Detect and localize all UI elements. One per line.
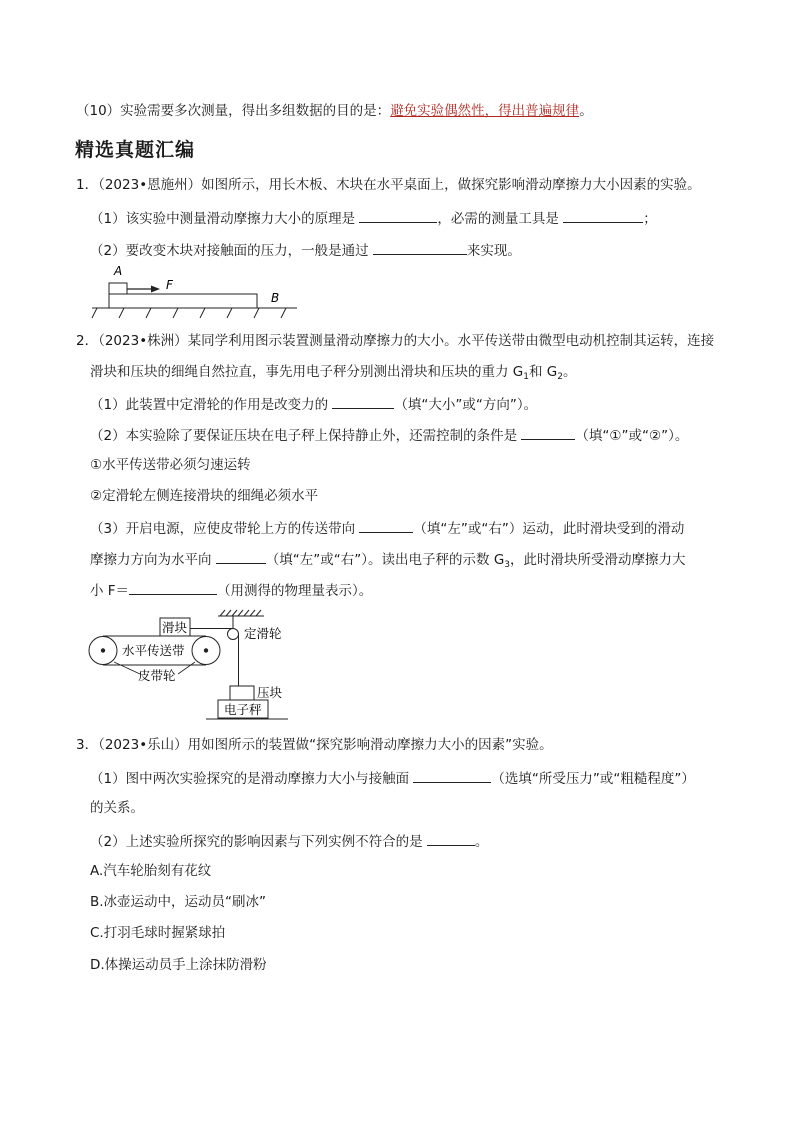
label-belt: 水平传送带 xyxy=(122,643,185,658)
q1-part2-text: （2）要改变木块对接触面的压力，一般是通过 xyxy=(90,243,369,259)
q2-part3-text3: 摩擦力方向为水平向 xyxy=(90,552,212,568)
subscript: 3 xyxy=(504,560,511,570)
q1-part1-text2: ，必需的测量工具是 xyxy=(437,211,559,227)
axle-right xyxy=(204,648,208,652)
q2-part2-text2: （填“①”或“②”）。 xyxy=(575,428,689,444)
q2-part2-text: （2）本实验除了要保证压块在电子秤上保持静止外，还需控制的条件是 xyxy=(90,428,518,444)
pointer-line-left xyxy=(114,662,140,674)
q2-part3-line2 xyxy=(90,548,686,575)
long-board xyxy=(109,294,257,308)
q2-option-1: ①水平传送带必须匀速运转 xyxy=(90,457,251,473)
q2-part3-line1 xyxy=(90,517,684,539)
q2-part2 xyxy=(90,424,688,446)
q2-blank-belt-direction[interactable] xyxy=(359,517,413,533)
q2-stem-text2: 和 G xyxy=(529,364,558,380)
wood-block xyxy=(109,283,127,294)
q1-part1-text: （1）该实验中测量滑动摩擦力大小的原理是 xyxy=(90,211,356,227)
punctuation: 。 xyxy=(563,364,577,380)
label-f: F xyxy=(166,278,173,292)
q3-blank-choice[interactable] xyxy=(427,830,475,846)
q1-figure xyxy=(88,262,303,324)
label-weight: 压块 xyxy=(257,685,283,700)
q2-stem-text: 滑块和压块的细绳自然拉直，事先用电子秤分别测出滑块和压块的重力 G xyxy=(90,364,524,380)
answer-text: 避免实验偶然性，得出普遍规律 xyxy=(390,103,580,119)
q2-part1 xyxy=(90,393,537,415)
ceiling-hatching xyxy=(220,610,261,616)
table-hatching xyxy=(92,308,286,318)
arrow-head xyxy=(151,286,160,293)
q1-blank-method[interactable] xyxy=(373,239,467,255)
q2-stem-line2 xyxy=(90,362,577,387)
q2-part3-line3 xyxy=(90,579,372,601)
q3-option-c: C.打羽毛球时握紧球拍 xyxy=(90,925,226,941)
q2-part3-text2: （填“左”或“右”）运动，此时滑块受到的滑动 xyxy=(413,521,685,537)
q1-part1-text3: ； xyxy=(643,211,657,227)
axle-left xyxy=(101,648,105,652)
weight-block xyxy=(230,686,254,700)
q2-part3-text4: （填“左”或“右”）。读出电子秤的示数 G xyxy=(265,552,505,568)
q2-part3-text: （3）开启电源，应使皮带轮上方的传送带向 xyxy=(90,521,356,537)
q2-option-2: ②定滑轮左侧连接滑块的细绳必须水平 xyxy=(90,488,319,504)
q1-blank-principle[interactable] xyxy=(359,207,437,223)
q2-part1-text2: （填“大小”或“方向”）。 xyxy=(394,397,538,413)
answer-line-10 xyxy=(76,101,593,121)
fixed-pulley xyxy=(228,629,239,640)
q1-part2 xyxy=(90,239,521,261)
q2-part3-text6: 小 F＝ xyxy=(90,583,130,599)
q2-blank-condition[interactable] xyxy=(521,424,575,440)
q3-option-b: B.冰壶运动中，运动员“刷冰” xyxy=(90,894,267,910)
q3-part1-line2: 的关系。 xyxy=(90,800,144,816)
q2-blank-friction-direction[interactable] xyxy=(216,548,266,564)
q3-stem: 3．（2023•乐山）用如图所示的装置做“探究影响滑动摩擦力大小的因素”实验。 xyxy=(76,737,553,753)
q3-part1-text2: （选填“所受压力”或“粗糙程度”） xyxy=(491,771,695,787)
punctuation: 。 xyxy=(579,103,593,119)
q2-part1-text: （1）此装置中定滑轮的作用是改变力的 xyxy=(90,397,329,413)
q3-part1-text: （1）图中两次实验探究的是滑动摩擦力大小与接触面 xyxy=(90,771,410,787)
label-belt-wheel: 皮带轮 xyxy=(138,668,176,683)
question-text: （10）实验需要多次测量，得出多组数据的目的是： xyxy=(76,103,391,119)
q2-part3-text5: ，此时滑块所受滑动摩擦力大 xyxy=(510,552,686,568)
q2-part3-text7: （用测得的物理量表示）。 xyxy=(217,583,373,599)
label-scale: 电子秤 xyxy=(224,702,262,717)
label-b: B xyxy=(271,291,280,305)
q2-blank-friction-value[interactable] xyxy=(129,579,217,595)
q1-stem: 1．（2023•恩施州）如图所示，用长木板、木块在水平桌面上，做探究影响滑动摩擦力大小因素的实验。 xyxy=(76,177,701,193)
q3-part2 xyxy=(90,830,488,852)
q3-blank-surface[interactable] xyxy=(413,767,491,783)
q2-stem-line1: 2．（2023•株洲）某同学利用图示装置测量滑动摩擦力的大小。水平传送带由微型电动机控制其运转，连接 xyxy=(76,333,715,349)
q1-part2-text2: 来实现。 xyxy=(466,243,521,259)
subscript: 2 xyxy=(557,372,563,382)
q3-part1 xyxy=(90,767,695,789)
section-title: 精选真题汇编 xyxy=(75,139,196,161)
label-a: A xyxy=(114,264,123,278)
q3-option-d: D.体操运动员手上涂抹防滑粉 xyxy=(90,957,267,973)
q2-blank-pulley[interactable] xyxy=(332,393,394,409)
label-slider: 滑块 xyxy=(162,620,188,635)
q1-blank-tool[interactable] xyxy=(563,207,643,223)
q1-part1 xyxy=(90,207,657,229)
q3-part2-text: （2）上述实验所探究的影响因素与下列实例不符合的是 xyxy=(90,834,423,850)
q2-figure xyxy=(88,608,298,724)
punctuation: 。 xyxy=(474,834,489,850)
q3-option-a: A.汽车轮胎刻有花纹 xyxy=(90,863,212,879)
label-fixed-pulley: 定滑轮 xyxy=(244,626,282,641)
subscript: 1 xyxy=(523,372,529,382)
pointer-line-right xyxy=(178,662,195,674)
